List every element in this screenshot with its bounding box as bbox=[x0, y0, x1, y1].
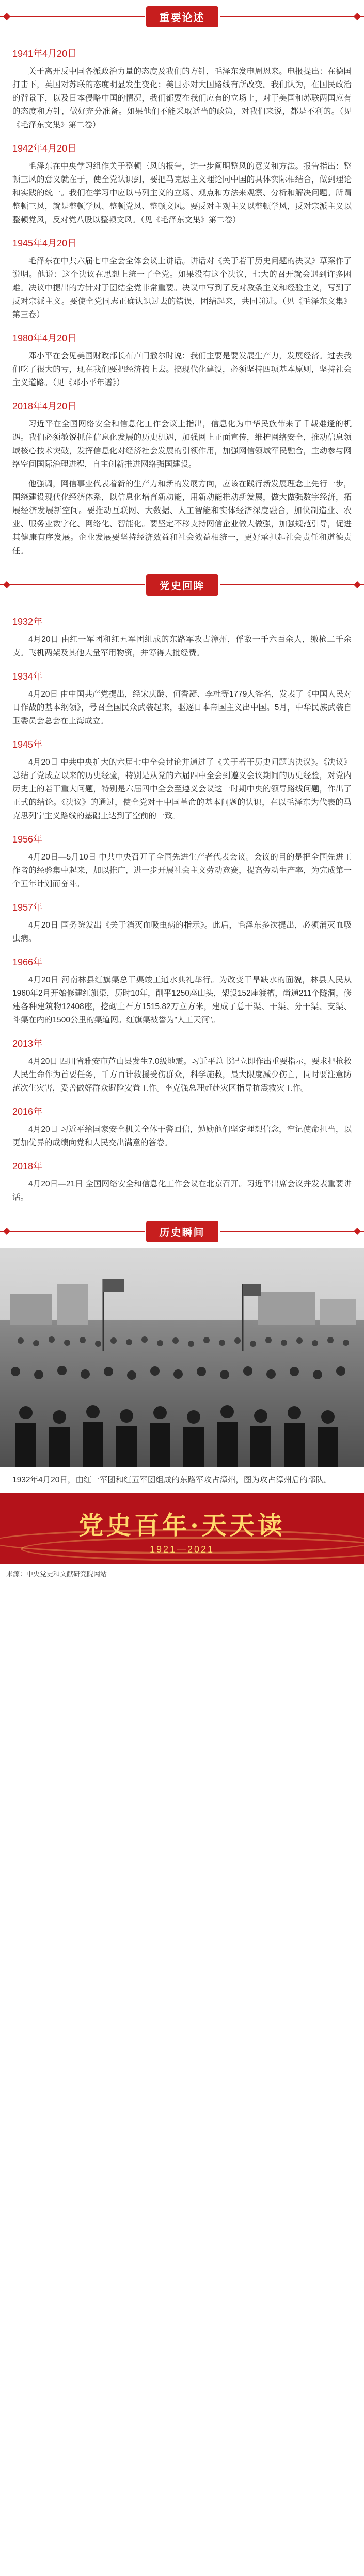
history-text: 4月20日 由红一军团和红五军团组成的东路军攻占漳州，俘敌一千六百余人，缴枪二千余支。飞机两架及其他大量军用物资，并筹得大批经费。 bbox=[12, 635, 352, 657]
history-photo bbox=[0, 1248, 364, 1467]
section-title-history: 党史回眸 bbox=[146, 574, 218, 596]
review-item bbox=[12, 46, 352, 132]
history-year: 2016年 bbox=[12, 1107, 43, 1117]
review-text: 邓小平在会见美国财政部长布卢门撒尔时说：我们主要是要发展生产力，发展经济。过去我们吃了很大的亏，现在我们要把经济搞上去。搞现代化建设，必须坚持四项基本原则，坚持社会主义道路。（见《邓小平年谱》） bbox=[12, 352, 352, 387]
review-date: 1980年4月20日 bbox=[12, 333, 77, 343]
diamond-icon bbox=[3, 581, 10, 588]
review-item bbox=[12, 399, 352, 471]
section-title-moment: 历史瞬间 bbox=[146, 1221, 218, 1242]
review-text: 关于离开反中国各派政治力量的态度及我们的方针，毛泽东发电周恩来。电报提出：在德国打击下，英国对苏联的态度明显发生变化；美国亦对大国路线有所改变。我们认为，在国民政治的背景下，以及日本侵略中国的情况，我们都要在我们应有的立场上，对于美国和苏联两国应有的态度和方针，做好充分准备。如果他们不能采取适当的政策，对我们来说，都是不利的。（见《毛泽东文集》第二卷） bbox=[12, 67, 352, 129]
diamond-icon bbox=[354, 13, 361, 20]
review-text: 他强调，网信事业代表着新的生产力和新的发展方向，应该在践行新发展理念上先行一步，围绕建设现代化经济体系，以信息化培育新动能，用新动能推动新发展，做大做强数字经济，拓展经济发展新空间。要推动互联网、大数据、人工智能和实体经济深度融合，加快制造业、农业、服务业数字化、网络化、智能化。要坚定不移支持网信企业做大做强，加强规范引导，促进其健康有序发展。企业发展要坚持经济效益和社会效益相统一，更好承担起社会责任和道德责任。 bbox=[12, 480, 352, 555]
history-year: 1932年 bbox=[12, 617, 43, 627]
review-date: 1942年4月20日 bbox=[12, 143, 77, 154]
history-item bbox=[12, 1104, 352, 1150]
history-year: 1956年 bbox=[12, 834, 43, 845]
review-date: 2018年4月20日 bbox=[12, 401, 77, 411]
banner bbox=[0, 1493, 364, 1564]
history-text: 4月20日—5月10日 中共中央召开了全国先进生产者代表会议。会议的目的是把全国先进工作者的经验集中起来，加以推广，进一步开展社会主义劳动竞赛，提高劳动生产率，为完成第一个五年计划而奋斗。 bbox=[12, 853, 352, 888]
banner-years: 1921—2021 bbox=[149, 1544, 215, 1555]
source-note: 来源：中央党史和文献研究院网站 bbox=[6, 1570, 107, 1578]
diamond-icon bbox=[3, 13, 10, 20]
section-header-history bbox=[0, 568, 364, 601]
diamond-icon bbox=[354, 581, 361, 588]
review-item bbox=[12, 477, 352, 558]
history-text: 4月20日 国务院发出《关于消灭血吸虫病的指示》。此后，毛泽东多次提出，必须消灭血吸虫病。 bbox=[12, 921, 352, 943]
crowd-photo-illustration bbox=[0, 1248, 364, 1467]
history-text: 4月20日 由中国共产党提出，经宋庆龄、何香凝、李杜等1779人签名，发表了《中国人民对日作战的基本纲领》，号召全国民众武装起来，驱逐日本帝国主义出中国。5月，中华民族武装自卫委员会总会在上海成立。 bbox=[12, 690, 352, 725]
history-list bbox=[0, 601, 364, 1215]
section-header-review bbox=[0, 0, 364, 33]
history-item bbox=[12, 669, 352, 728]
history-item bbox=[12, 900, 352, 946]
history-item bbox=[12, 955, 352, 1027]
history-year: 2013年 bbox=[12, 1038, 43, 1049]
history-year: 1957年 bbox=[12, 902, 43, 913]
history-text: 4月20日 河南林县红旗渠总干渠竣工通水典礼举行。为改变干旱缺水的面貌，林县人民从1960年2月开始修建红旗渠，历时10年，削平1250座山头，架设152座渡槽，凿通211个隧洞，修建各种建筑物12408座，挖砌土石方1515.82万立方米，建成了总干渠、干渠、分干渠、支渠、斗渠在内的1500公里的渠道网。红旗渠被誉为"人工天河"。 bbox=[12, 976, 352, 1025]
banner-title: 党史百年·天天读 bbox=[78, 1511, 286, 1540]
history-year: 1966年 bbox=[12, 957, 43, 967]
history-text: 4月20日 四川省雅安市芦山县发生7.0级地震。习近平总书记立即作出重要指示，要求把抢救人民生命作为首要任务，千方百计救援受伤群众，科学施救，最大限度减少伤亡，同时要注意防范次生灾害，妥善做好群众避险安置工作。李克强总理赶赴灾区指导抗震救灾工作。 bbox=[12, 1057, 352, 1093]
review-item bbox=[12, 236, 352, 322]
history-item bbox=[12, 1159, 352, 1204]
diamond-icon bbox=[3, 1228, 10, 1235]
history-text: 4月20日—21日 全国网络安全和信息化工作会议在北京召开。习近平出席会议并发表重要讲话。 bbox=[12, 1180, 352, 1202]
history-item bbox=[12, 832, 352, 891]
review-list bbox=[0, 33, 364, 568]
review-text: 毛泽东在中央学习组作关于整顿三风的报告，进一步阐明整风的意义和方法。报告指出：整顿三风的意义就在于，使全党认识到，要把马克思主义理论同中国的具体实际相结合，做到理论和实践的统一。我们在学习中应以马列主义的立场、观点和方法来观察、分析和解决问题。所谓整顿三风，就是整顿学风、整顿党风、整顿文风。要反对主观主义以整顿学风，反对宗派主义以整顿党风，反对党八股以整顿文风。（见《毛泽东文集》第二卷） bbox=[12, 162, 352, 224]
history-item bbox=[12, 615, 352, 660]
history-year: 1934年 bbox=[12, 671, 43, 682]
section-header-moment bbox=[0, 1215, 364, 1248]
history-text: 4月20日 习近平给国家安全机关全体干警回信，勉励他们坚定理想信念，牢记使命担当，以更加优异的成绩向党和人民交出满意的答卷。 bbox=[12, 1125, 352, 1147]
history-year: 1945年 bbox=[12, 739, 43, 750]
photo-caption: 1932年4月20日，由红一军团和红五军团组成的东路军攻占漳州，图为攻占漳州后的部队。 bbox=[12, 1476, 332, 1484]
section-title-review: 重要论述 bbox=[146, 6, 218, 27]
history-text: 4月20日 中共中央扩大的六届七中全会讨论并通过了《关于若干历史问题的决议》。《决议》总结了党成立以来的历史经验，特别是从党的六届四中全会到遵义会议期间的历史经验，对党内历史上的若干重大问题，特别是六届四中全会至遵义会议这一时期中央的领导路线问题，作出了正式的结论。《决议》的通过，使全党对于中国革命的基本问题的认识，在以毛泽东为代表的马克思列宁主义路线的基础上达到了空前的一致。 bbox=[12, 758, 352, 820]
history-year: 2018年 bbox=[12, 1161, 43, 1171]
review-date: 1941年4月20日 bbox=[12, 48, 77, 59]
review-item bbox=[12, 331, 352, 390]
review-date: 1945年4月20日 bbox=[12, 238, 77, 249]
diamond-icon bbox=[354, 1228, 361, 1235]
history-item bbox=[12, 1036, 352, 1095]
history-item bbox=[12, 737, 352, 823]
review-text: 毛泽东在中共六届七中全会全体会议上讲话。讲话对《关于若干历史问题的决议》草案作了说明。他说：这个决议在思想上统一了全党。如果没有这个决议，七大的召开就会遇到许多困难。决议中提出的方针对于团结全党非常重要。决议中写到了反对教条主义和经验主义，写到了反对宗派主义。要使全党同志正确认识过去的错误，团结起来，共同前进。（见《毛泽东文集》第三卷） bbox=[12, 257, 352, 319]
review-item bbox=[12, 141, 352, 227]
review-text: 习近平在全国网络安全和信息化工作会议上指出，信息化为中华民族带来了千载难逢的机遇。我们必须敏锐抓住信息化发展的历史机遇，加强网上正面宣传，维护网络安全，推动信息领域核心技术突破，发挥信息化对经济社会发展的引领作用，加强网信领域军民融合，主动参与网络空间国际治理进程，自主创新推进网络强国建设。 bbox=[12, 420, 352, 469]
